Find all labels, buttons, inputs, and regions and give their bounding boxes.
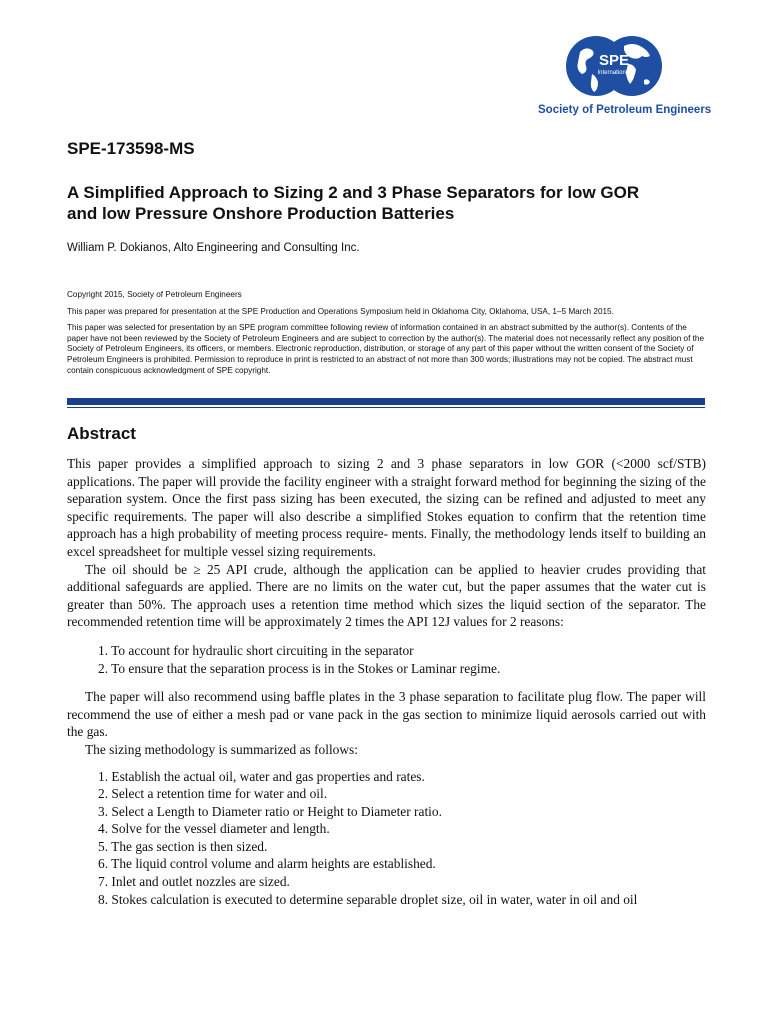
list-item: 4. Solve for the vessel diameter and length. xyxy=(98,821,330,837)
steps-list xyxy=(67,768,706,909)
abstract-paragraph-1: This paper provides a simplified approach to sizing 2 and 3 phase separators in low GOR (<2000 scf/STB) applications. The paper will provide the facility engineer with a straight forward method for beginning the sizing of the separation system. Once the first pass sizing has been executed, the sizing can be refined and adjusted to meet any specific requirements. The paper will also describe a simplified Stokes equation to confirm that the retention time approach has a high probability of meeting process require- ments. Finally, the methodology lends itself to building an excel spreadsheet for multiple vessel sizing requirements. xyxy=(67,456,706,559)
list-item: 2. Select a retention time for water and oil. xyxy=(98,786,328,802)
author: William P. Dokianos, Alto Engineering and Consulting Inc. xyxy=(67,242,360,254)
abstract-body xyxy=(67,455,706,908)
spe-logo xyxy=(538,30,712,122)
logo-name: Society of Petroleum Engineers xyxy=(538,104,712,116)
paper-id: SPE-173598-MS xyxy=(67,139,195,158)
paper-title-line-1: A Simplified Approach to Sizing 2 and 3 Phase Separators for low GOR xyxy=(67,183,640,202)
logo-emblem-subtext: International xyxy=(597,70,631,76)
reasons-list xyxy=(67,642,706,677)
logo-emblem-text: SPE xyxy=(598,52,630,69)
list-item: 2. To ensure that the separation process is in the Stokes or Laminar regime. xyxy=(98,660,501,676)
abstract-paragraph-4: The sizing methodology is summarized as follows: xyxy=(85,741,358,757)
paper-title xyxy=(67,182,707,224)
section-divider xyxy=(67,398,705,408)
paper-title-line-2: and low Pressure Onshore Production Batteries xyxy=(67,204,455,223)
copyright-notice xyxy=(67,290,707,376)
abstract-paragraph-2: The oil should be ≥ 25 API crude, although the application can be applied to heavier crudes providing that additional safeguards are applied. There are no limits on the water cut, but the paper assumes that the water cut is greater than 50%. The approach uses a retention time method which sizes the liquid section of the separator. The recommended retention time will be approximately 2 times the API 12J values for 2 reasons: xyxy=(67,561,706,630)
copyright-line: Copyright 2015, Society of Petroleum Engineers xyxy=(67,290,242,299)
abstract-heading: Abstract xyxy=(67,424,136,443)
list-item: 1. To account for hydraulic short circuiting in the separator xyxy=(98,642,414,658)
list-item: 5. The gas section is then sized. xyxy=(98,838,268,854)
list-item: 6. The liquid control volume and alarm heights are established. xyxy=(98,856,436,872)
list-item: 1. Establish the actual oil, water and gas properties and rates. xyxy=(98,768,425,784)
globe-icon xyxy=(566,30,662,102)
list-item: 8. Stokes calculation is executed to determine separable droplet size, oil in water, water in oil and oil xyxy=(98,891,638,907)
abstract-paragraph-3: The paper will also recommend using baffle plates in the 3 phase separation to facilitate plug flow. The paper will recommend the use of either a mesh pad or vane pack in the gas section to minimize liquid aerosols carried out with the gas. xyxy=(67,689,706,740)
list-item: 3. Select a Length to Diameter ratio or Height to Diameter ratio. xyxy=(98,803,442,819)
list-item: 7. Inlet and outlet nozzles are sized. xyxy=(98,874,290,890)
presentation-line: This paper was prepared for presentation at the SPE Production and Operations Symposium held in Oklahoma City, Oklahoma, USA, 1–5 March 2015. xyxy=(67,306,614,316)
disclaimer-text: This paper was selected for presentation by an SPE program committee following review of information contained in an abstract submitted by the author(s). Contents of the paper have not been reviewed by the Society of Petroleum Engineers and are subject to correction by the author(s). The material does not necessarily reflect any position of the Society of Petroleum Engineers, its officers, or members. Electronic reproduction, distribution, or storage of any part of this paper without the written consent of the Society of Petroleum Engineers is prohibited. Permission to reproduce in print is restricted to an abstract of not more than 300 words; illustrations may not be copied. The abstract must contain conspicuous acknowledgment of SPE copyright. xyxy=(67,323,705,375)
